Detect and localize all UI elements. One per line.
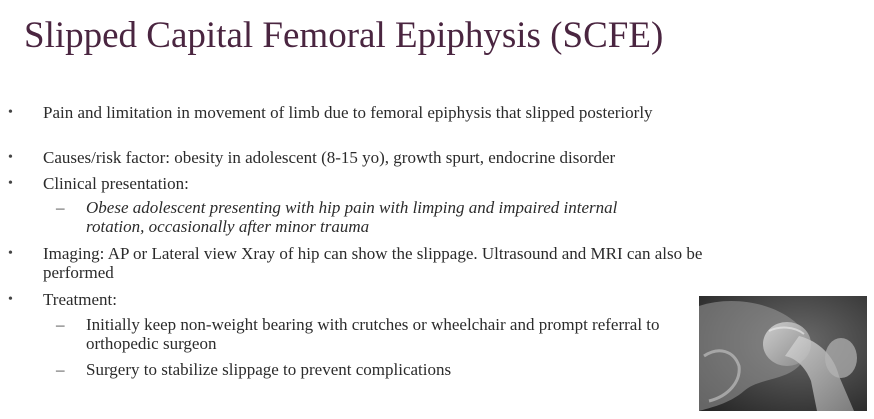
bullet-item: • Treatment: <box>43 290 703 309</box>
hip-xray-image <box>699 296 867 411</box>
bullet-item: • Pain and limitation in movement of limb due to femoral epiphysis that slipped posteriorly <box>43 103 703 122</box>
xray-graphic <box>699 296 867 411</box>
bullet-item: • Clinical presentation: <box>43 174 703 193</box>
bullet-item: • Imaging: AP or Lateral view Xray of hip can show the slippage. Ultrasound and MRI can also be performed <box>43 244 703 282</box>
sub-bullet-item: – Obese adolescent presenting with hip pain with limping and impaired internal rotation, occasionally after minor trauma <box>86 198 666 236</box>
sub-bullet-item: – Initially keep non-weight bearing with crutches or wheelchair and prompt referral to orthopedic surgeon <box>86 315 666 353</box>
slide-title: Slipped Capital Femoral Epiphysis (SCFE) <box>24 15 664 56</box>
sub-bullet-item: – Surgery to stabilize slippage to prevent complications <box>86 360 666 379</box>
bullet-item: • Causes/risk factor: obesity in adolescent (8-15 yo), growth spurt, endocrine disorder <box>43 148 703 167</box>
